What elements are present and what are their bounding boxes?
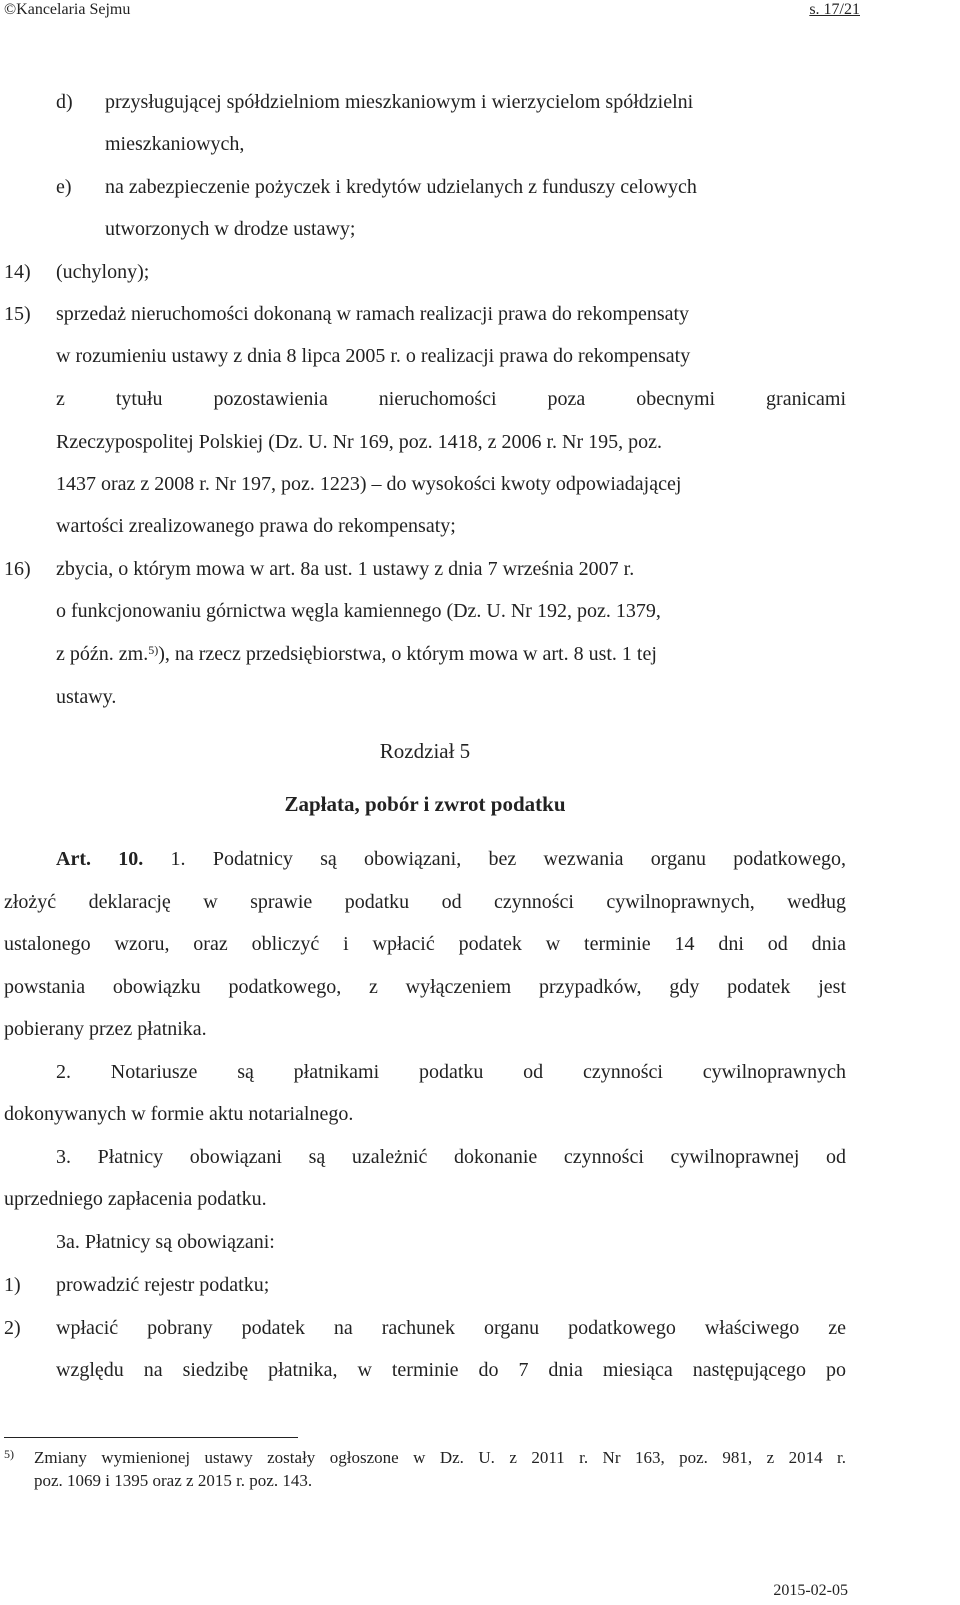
- article-paragraph-line: powstania obowiązku podatkowego, z wyłączeniem przypadków, gdy podatek jest: [4, 976, 846, 998]
- footnote-ref: 5): [148, 643, 159, 657]
- list-item-line: wartości zrealizowanego prawa do rekompensaty;: [56, 515, 456, 537]
- article-paragraph-line: uprzedniego zapłacenia podatku.: [4, 1188, 267, 1210]
- footnote-line: Zmiany wymienionej ustawy zostały ogłoszone w Dz. U. z 2011 r. Nr 163, poz. 981, z 2014 r.: [34, 1448, 846, 1467]
- list-item-text: z późn. zm.: [56, 643, 149, 665]
- list-item-line: w rozumieniu ustawy z dnia 8 lipca 2005 r. o realizacji prawa do rekompensaty: [56, 345, 691, 367]
- list-item-text: ), na rzecz przedsiębiorstwa, o którym mowa w art. 8 ust. 1 tej: [158, 643, 657, 665]
- list-item-line: 1437 oraz z 2008 r. Nr 197, poz. 1223) – do wysokości kwoty odpowiadającej: [56, 473, 682, 495]
- footnote-line: poz. 1069 i 1395 oraz z 2015 r. poz. 143.: [34, 1471, 313, 1490]
- list-item-line: mieszkaniowych,: [105, 133, 245, 155]
- header-copyright: ©Kancelaria Sejmu: [4, 1, 131, 18]
- list-label: 16): [4, 558, 31, 580]
- list-item-line: sprzedaż nieruchomości dokonaną w ramach realizacji prawa do rekompensaty: [56, 303, 690, 325]
- document-date: 2015-02-05: [773, 1582, 848, 1599]
- article-paragraph-line: 3. Płatnicy obowiązani są uzależnić dokonanie czynności cywilnoprawnej od: [56, 1146, 846, 1168]
- chapter-number: Rozdział 5: [379, 739, 471, 763]
- list-label: 15): [4, 303, 31, 325]
- article-paragraph-line: pobierany przez płatnika.: [4, 1018, 207, 1040]
- list-label: 2): [4, 1317, 21, 1339]
- article-paragraph-line: ustalonego wzoru, oraz obliczyć i wpłacić podatek w terminie 14 dni od dnia: [4, 933, 846, 955]
- paragraph-number: 1.: [170, 848, 186, 870]
- list-item-line: na zabezpieczenie pożyczek i kredytów udzielanych z funduszy celowych: [105, 176, 697, 198]
- article-paragraph-line: dokonywanych w formie aktu notarialnego.: [4, 1103, 354, 1125]
- chapter-title: Zapłata, pobór i zwrot podatku: [284, 792, 566, 816]
- paragraph-text: Podatnicy są obowiązani, bez wezwania organu podatkowego,: [212, 848, 846, 870]
- list-item-line: względu na siedzibę płatnika, w terminie do 7 dnia miesiąca następującego po: [56, 1359, 846, 1381]
- article-paragraph-line: [56, 845, 846, 873]
- list-item-line: prowadzić rejestr podatku;: [56, 1274, 270, 1296]
- article-heading: Art. 10.: [56, 848, 144, 870]
- list-item-line: z tytułu pozostawienia nieruchomości poza obecnymi granicami: [56, 388, 846, 410]
- footnote-mark: 5): [4, 1447, 14, 1461]
- list-item-line: Rzeczypospolitej Polskiej (Dz. U. Nr 169, poz. 1418, z 2006 r. Nr 195, poz.: [56, 431, 663, 453]
- list-label: e): [56, 176, 72, 198]
- list-item-line: o funkcjonowaniu górnictwa węgla kamiennego (Dz. U. Nr 192, poz. 1379,: [56, 600, 661, 622]
- list-item-line: (uchylony);: [56, 261, 150, 283]
- article-paragraph-line: 3a. Płatnicy są obowiązani:: [56, 1231, 275, 1253]
- page-number: s. 17/21: [809, 1, 860, 18]
- list-item-line: wpłacić pobrany podatek na rachunek organu podatkowego właściwego ze: [56, 1317, 846, 1339]
- list-item-line: przysługującej spółdzielniom mieszkaniowym i wierzycielom spółdzielni: [105, 91, 694, 113]
- list-label: 1): [4, 1274, 21, 1296]
- footnote-separator: [4, 1437, 298, 1438]
- list-item-line: ustawy.: [56, 686, 117, 708]
- article-paragraph-line: 2. Notariusze są płatnikami podatku od czynności cywilnoprawnych: [56, 1061, 846, 1083]
- list-item-line: [56, 640, 657, 668]
- list-item-line: utworzonych w drodze ustawy;: [105, 218, 356, 240]
- list-label: 14): [4, 261, 31, 283]
- list-label: d): [56, 91, 73, 113]
- article-paragraph-line: złożyć deklarację w sprawie podatku od czynności cywilnoprawnych, według: [4, 891, 846, 913]
- list-item-line: zbycia, o którym mowa w art. 8a ust. 1 ustawy z dnia 7 września 2007 r.: [56, 558, 635, 580]
